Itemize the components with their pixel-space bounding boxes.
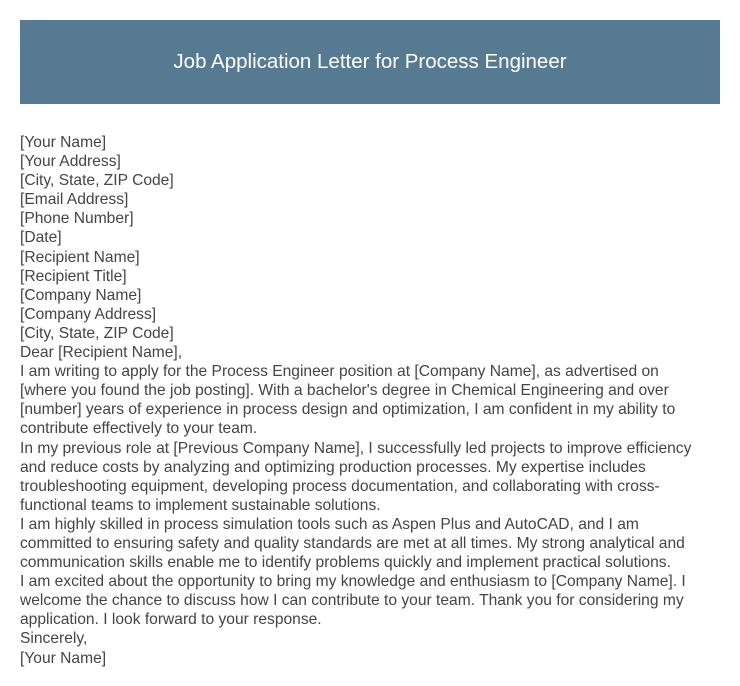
paragraph-line: I am writing to apply for the Process Engineer position at [Company Name], as advertised on — [20, 363, 659, 381]
sender-address: [Your Address] — [20, 153, 121, 171]
letter-date: [Date] — [20, 229, 62, 247]
sender-phone: [Phone Number] — [20, 210, 134, 228]
sender-block — [20, 133, 725, 228]
paragraph-line: [number] years of experience in process design and optimization, I am confident in my ability to — [20, 401, 676, 419]
recipient-block — [20, 248, 725, 343]
company-address: [Company Address] — [20, 305, 157, 323]
paragraph-experience — [20, 439, 725, 515]
paragraph-line: contribute effectively to your team. — [20, 420, 258, 438]
company-name: [Company Name] — [20, 286, 142, 304]
paragraph-line: communication skills enable me to identify problems quickly and implement practical solutions. — [20, 554, 671, 572]
paragraph-line: [where you found the job posting]. With a bachelor's degree in Chemical Engineering and over — [20, 382, 669, 400]
paragraph-line: In my previous role at [Previous Company Name], I successfully led projects to improve efficiency — [20, 439, 692, 457]
salutation: Dear [Recipient Name], — [20, 344, 183, 362]
paragraph-line: I am highly skilled in process simulation tools such as Aspen Plus and AutoCAD, and I am — [20, 515, 639, 533]
paragraph-line: troubleshooting equipment, developing process documentation, and collaborating with cross- — [20, 477, 660, 495]
paragraph-line: application. I look forward to your response. — [20, 611, 322, 629]
recipient-name: [Recipient Name] — [20, 248, 140, 266]
paragraph-line: I am excited about the opportunity to bring my knowledge and enthusiasm to [Company Name]. I — [20, 573, 686, 591]
paragraph-line: and reduce costs by analyzing and optimizing production processes. My expertise includes — [20, 458, 646, 476]
sender-name: [Your Name] — [20, 134, 107, 151]
signature: [Your Name] — [20, 649, 107, 667]
sender-city: [City, State, ZIP Code] — [20, 172, 174, 190]
company-city: [City, State, ZIP Code] — [20, 324, 174, 342]
page-title: Job Application Letter for Process Engineer — [173, 50, 567, 73]
paragraph-skills — [20, 515, 725, 572]
paragraph-line: welcome the chance to discuss how I can contribute to your team. Thank you for considering my — [20, 592, 684, 610]
letter-body — [20, 133, 725, 668]
paragraph-line: functional teams to implement sustainable solutions. — [20, 496, 381, 514]
closing: Sincerely, — [20, 630, 88, 648]
paragraph-line: committed to ensuring safety and quality standards are met at all times. My strong analytical and — [20, 534, 685, 552]
title-banner — [20, 20, 720, 104]
paragraph-intro — [20, 362, 725, 438]
recipient-title: [Recipient Title] — [20, 267, 127, 285]
sender-email: [Email Address] — [20, 191, 129, 209]
paragraph-closing — [20, 572, 725, 629]
